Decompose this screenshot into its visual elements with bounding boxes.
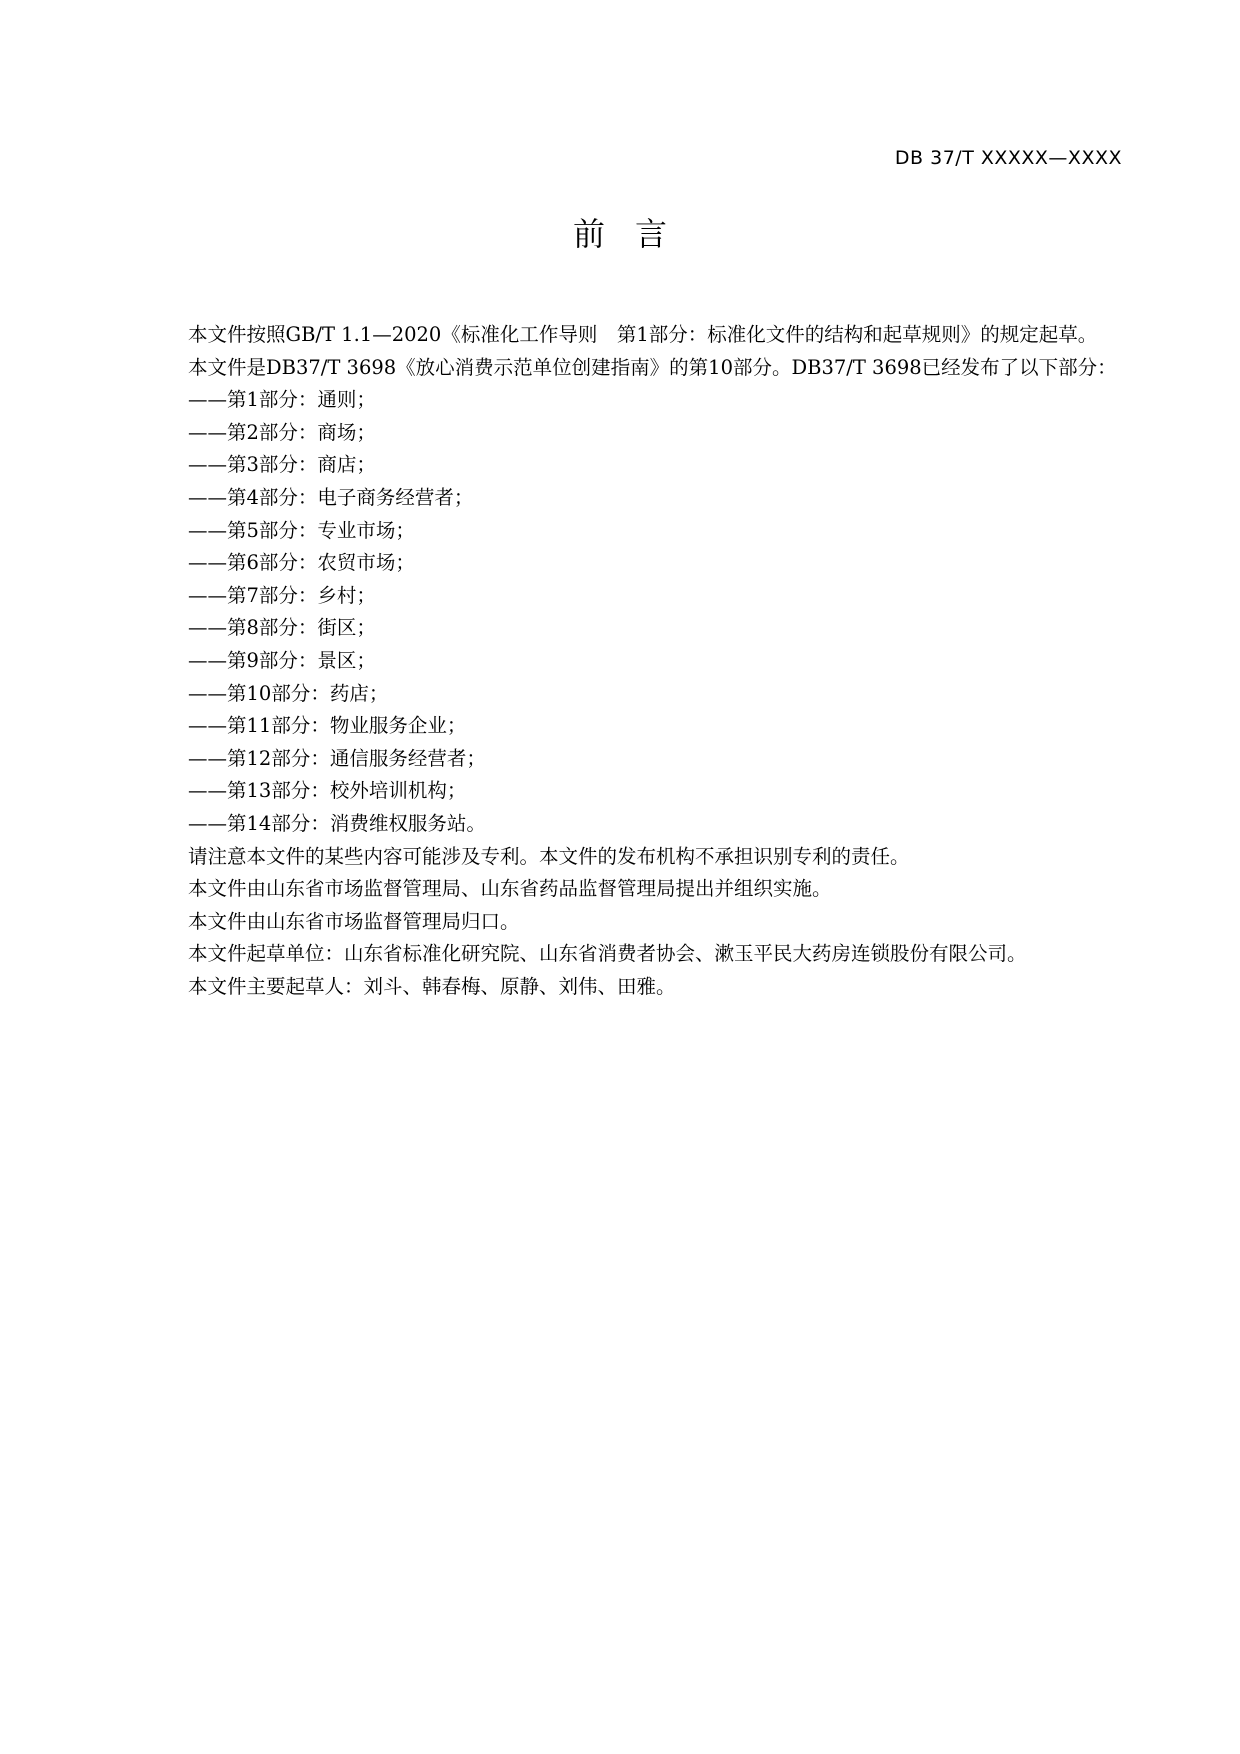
paragraph-series-info: 本文件是DB37/T 3698《放心消费示范单位创建指南》的第10部分。DB37/T 3698已经发布了以下部分： <box>188 355 1117 379</box>
list-item: ——第14部分：消费维权服务站。 <box>188 811 486 835</box>
page-title: 前言 <box>572 215 697 253</box>
paragraph-proposer: 本文件由山东省市场监督管理局、山东省药品监督管理局提出并组织实施。 <box>188 877 832 901</box>
list-item: ——第5部分：专业市场； <box>188 518 415 542</box>
list-item: ——第13部分：校外培训机构； <box>188 779 467 803</box>
list-item: ——第12部分：通信服务经营者； <box>188 746 486 770</box>
list-item: ——第6部分：农贸市场； <box>188 551 415 575</box>
document-code: DB 37/T XXXXX—XXXX <box>894 147 1122 169</box>
list-item: ——第1部分：通则； <box>188 388 376 412</box>
list-item: ——第8部分：街区； <box>188 616 376 640</box>
list-item: ——第2部分：商场； <box>188 420 376 444</box>
list-item: ——第10部分：药店； <box>188 681 389 705</box>
list-item: ——第9部分：景区； <box>188 648 376 672</box>
list-item: ——第11部分：物业服务企业； <box>188 714 467 738</box>
parts-list <box>149 384 1124 840</box>
paragraph-patent-notice: 请注意本文件的某些内容可能涉及专利。本文件的发布机构不承担识别专利的责任。 <box>188 844 910 868</box>
list-item: ——第7部分：乡村； <box>188 583 376 607</box>
paragraph-centralized-by: 本文件由山东省市场监督管理局归口。 <box>188 909 520 933</box>
list-item: ——第4部分：电子商务经营者； <box>188 485 474 509</box>
paragraph-drafting-units: 本文件起草单位：山东省标准化研究院、山东省消费者协会、漱玉平民大药房连锁股份有限公司。 <box>188 942 1027 966</box>
list-item: ——第3部分：商店； <box>188 453 376 477</box>
paragraph-drafters: 本文件主要起草人：刘斗、韩春梅、原静、刘伟、田雅。 <box>188 974 676 998</box>
paragraph-drafting-rules: 本文件按照GB/T 1.1—2020《标准化工作导则 第1部分：标准化文件的结构和起草规则》的规定起草。 <box>188 323 1098 346</box>
foreword-body <box>149 319 1124 1003</box>
